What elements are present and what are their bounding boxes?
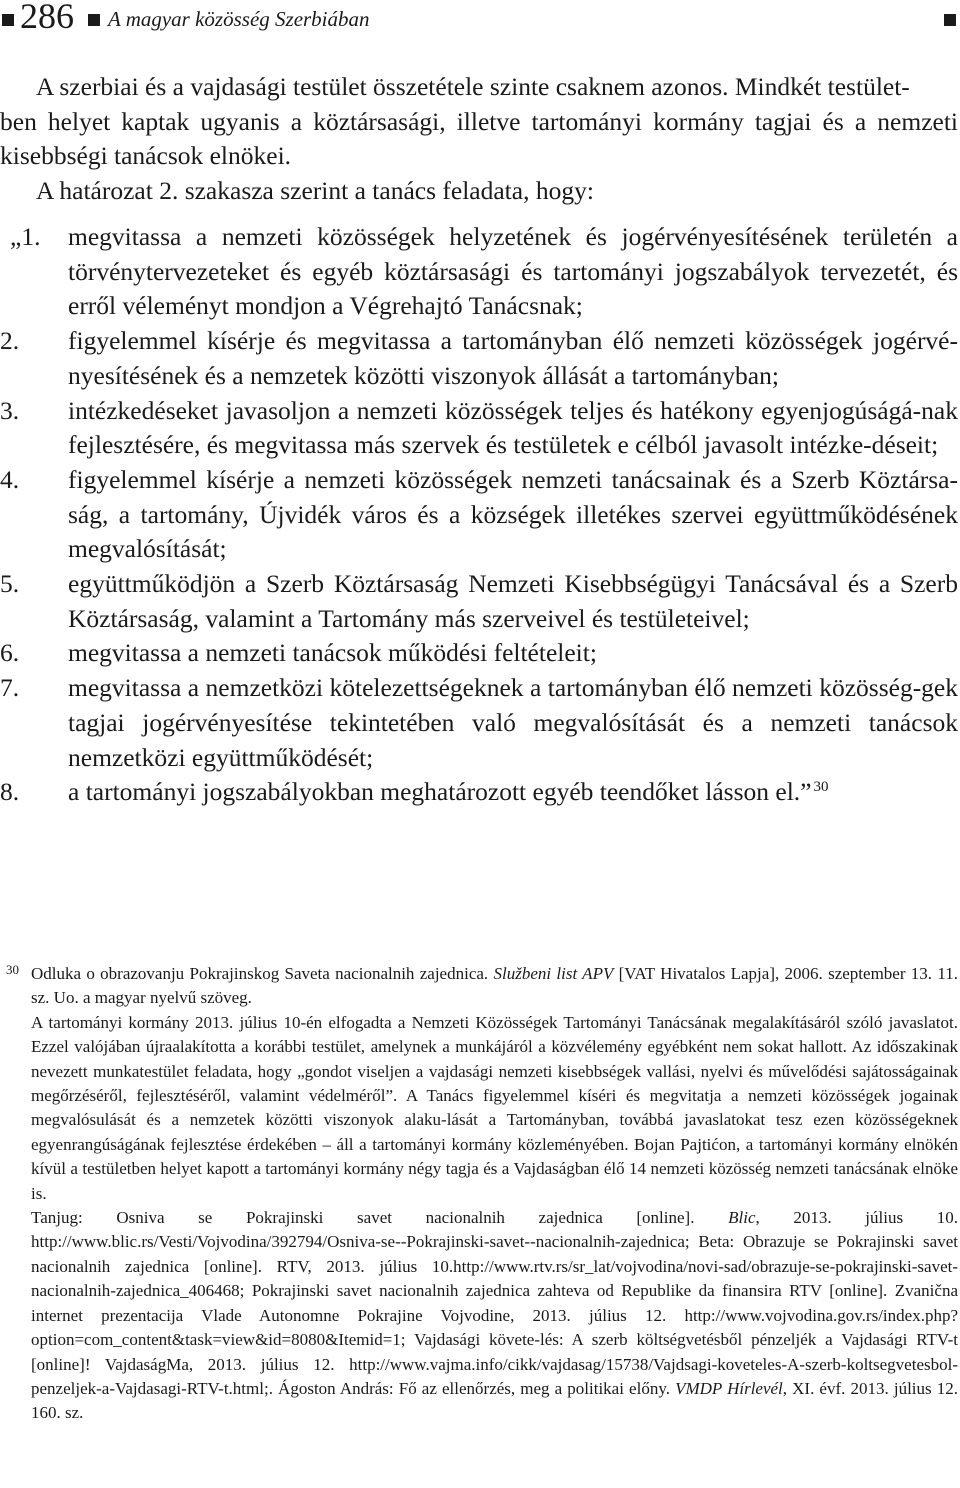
paragraph-composition bbox=[0, 70, 958, 174]
footnote-text: [VAT Hivatalos Lapja], 2006. szeptember 13. 11. sz. Uo. a magyar nyelvű szöveg. bbox=[31, 964, 958, 1008]
list-item-text: megvitassa a nemzeti közösségek helyzetének és jogérvényesítésének területén a törvénytervezeteket és egyéb köztársasági és tartományi jogszabályok tervezetét, és erről véleményt mondjon a Végrehajtó Tanácsnak; bbox=[68, 222, 958, 321]
running-title: A magyar közösség Szerbiában bbox=[108, 7, 370, 31]
task-list bbox=[0, 220, 958, 810]
list-item bbox=[0, 394, 958, 463]
footnote-text: Odluka o obrazovanju Pokrajinskog Saveta nacionalnih zajednica. bbox=[31, 964, 494, 983]
list-item bbox=[0, 220, 958, 324]
footnote-paragraph-source bbox=[31, 962, 958, 1011]
header-square-mid bbox=[88, 14, 100, 26]
list-item-number: 7. bbox=[0, 673, 20, 703]
footnote-text: , XI. évf. 2013. július 12. 160. sz. bbox=[31, 1378, 958, 1423]
list-item-number: „1. bbox=[10, 222, 41, 251]
list-item bbox=[0, 671, 958, 775]
list-item-number: 2. bbox=[0, 326, 20, 356]
list-item-text: a tartományi jogszabályokban meghatározott egyéb teendőket lásson el.” bbox=[68, 777, 812, 807]
header-square-left bbox=[2, 14, 14, 26]
list-item-text: megvitassa a nemzetközi kötelezettségeknek a tartományban élő nemzeti közösség-gek tagjai jogérvényesítése tekintetében való megvalósítását és a nemzeti tanácsok nemzetközi együttműködését; bbox=[68, 673, 958, 772]
list-item-text: figyelemmel kísérje a nemzeti közösségek nemzeti tanácsainak és a Szerb Köztársa-ság, a tartomány, Újvidék város és a községek illetékes szervei együttműködésének megvalósítását; bbox=[68, 464, 958, 564]
list-item bbox=[0, 324, 958, 393]
footnote-italic-title: Službeni list APV bbox=[493, 964, 614, 983]
footnote-paragraph-context: A tartományi kormány 2013. július 10-én elfogadta a Nemzeti Közösségek Tartományi Tanácsának megalakításáról szóló javaslatot. Ezzel valójában újraalakította a korábbi testület, amelynek a munkájáról a közvélemény egyébként nem sokat hallott. Az időszakinak nevezett munkatestület feladata, hogy „gondot viseljen a vajdasági nemzeti kisebbségek vallási, nyelvi és művelődési sajátosságainak megőrzéséről, fejlesztéséről, valamint védelméről”. A Tanács figyelemmel kíséri és megvitatja a nemzeti közösségek jogainak megvalósulását és a nemzetek közötti viszonyok alaku-lását a Tartományban, továbbá javaslatokat tesz ezen közösségeknek egyenrangúságának fejlesztése érdekében – áll a tartományi kormány közleményében. Bojan Pajtićon, a tartományi kormány elnökén kívül a testületben helyet kapott a tartományi kormány négy tagja és a Vajdaságban élő 14 nemzeti közösség nemzeti tanácsának elnöke is. bbox=[31, 1012, 958, 1203]
page-number: 286 bbox=[20, 0, 74, 36]
footnote-number: 30 bbox=[6, 962, 19, 977]
footnote-reference[interactable]: 30 bbox=[813, 778, 829, 795]
footnote bbox=[0, 962, 958, 1426]
header-square-right bbox=[944, 14, 956, 26]
list-item-text: megvitassa a nemzeti tanácsok működési feltételeit; bbox=[68, 638, 597, 668]
paragraph-composition-line1: A szerbiai és a vajdasági testület összetétele szinte csaknem azonos. Mindkét testület- bbox=[36, 72, 910, 101]
paragraph-resolution-intro: A határozat 2. szakasza szerint a tanács feladata, hogy: bbox=[36, 176, 594, 205]
footnote-italic-title: Blic bbox=[728, 1208, 756, 1228]
footnote-body bbox=[0, 962, 958, 1426]
list-item-text: együttműködjön a Szerb Köztársaság Nemzeti Kisebbségügyi Tanácsával és a Szerb Köztársaság, valamint a Tartomány más szerveivel és testületeivel; bbox=[68, 569, 958, 633]
list-item-text: figyelemmel kísérje és megvitassa a tartományban élő nemzeti közösségek jogérvé-nyesítésének és a nemzetek közötti viszonyok állását a tartományban; bbox=[68, 326, 958, 390]
footnote-italic-title: VMDP Hírlevél bbox=[675, 1378, 783, 1398]
footnote-paragraph-references bbox=[31, 1206, 958, 1426]
footnote-text: , 2013. július 10. http://www.blic.rs/Vesti/Vojvodina/392794/Osniva-se--Pokrajinski-savet--nacionalnih-zajednica; Beta: Obrazuje se Pokrajinski savet nacionalnih zajednica [online]. RTV, 2013. július 10.http://www.rtv.rs/sr_lat/vojvodina/novi-sad/obrazuje-se-pokrajinski-savet-nacionalnih-zajednica_406468; Pokrajinski savet nacionalnih zajednica zahteva od Republike da finansira RTV [online]. Zvanična internet prezentacija Vlade Autonomne Pokrajine Vojvodine, 2013. július 12. http://www.vojvodina.gov.rs/index.php?option=com_content&task=view&id=8080&Itemid=1; Vajdasági követe-lés: A szerb költségvetésből pénzeljék a Vajdasági RTV-t [online]! VajdaságMa, 2013. július 12. http://www.vajma.info/cikk/vajdasag/15738/Vajdsagi-koveteles-A-szerb-koltsegvetesbol-penzeljek-a-Vajdasagi-RTV-t.html;. Ágoston András: Fő az ellenőrzés, meg a politikai előny. bbox=[31, 1208, 958, 1398]
list-item bbox=[0, 463, 958, 567]
footnote-text: Tanjug: Osniva se Pokrajinski savet nacionalnih zajednica [online]. bbox=[31, 1208, 729, 1228]
list-item-number: 5. bbox=[0, 569, 20, 599]
list-item-number: 6. bbox=[0, 638, 20, 668]
list-item bbox=[0, 775, 958, 810]
list-item bbox=[0, 567, 958, 636]
list-item bbox=[0, 636, 958, 671]
list-item-number: 3. bbox=[0, 395, 20, 425]
page-header bbox=[0, 0, 960, 40]
list-item-number: 8. bbox=[0, 777, 20, 807]
list-item-text: intézkedéseket javasoljon a nemzeti közösségek teljes és hatékony egyenjogúságá-nak fejlesztésére, és megvitassa más szervek és testületek e célból javasolt intézke-déseit; bbox=[68, 395, 958, 460]
paragraph-composition-rest: ben helyet kaptak ugyanis a köztársasági, illetve tartományi kormány tagjai és a nemzeti kisebbségi tanácsok elnökei. bbox=[0, 106, 958, 171]
list-item-number: 4. bbox=[0, 464, 20, 494]
